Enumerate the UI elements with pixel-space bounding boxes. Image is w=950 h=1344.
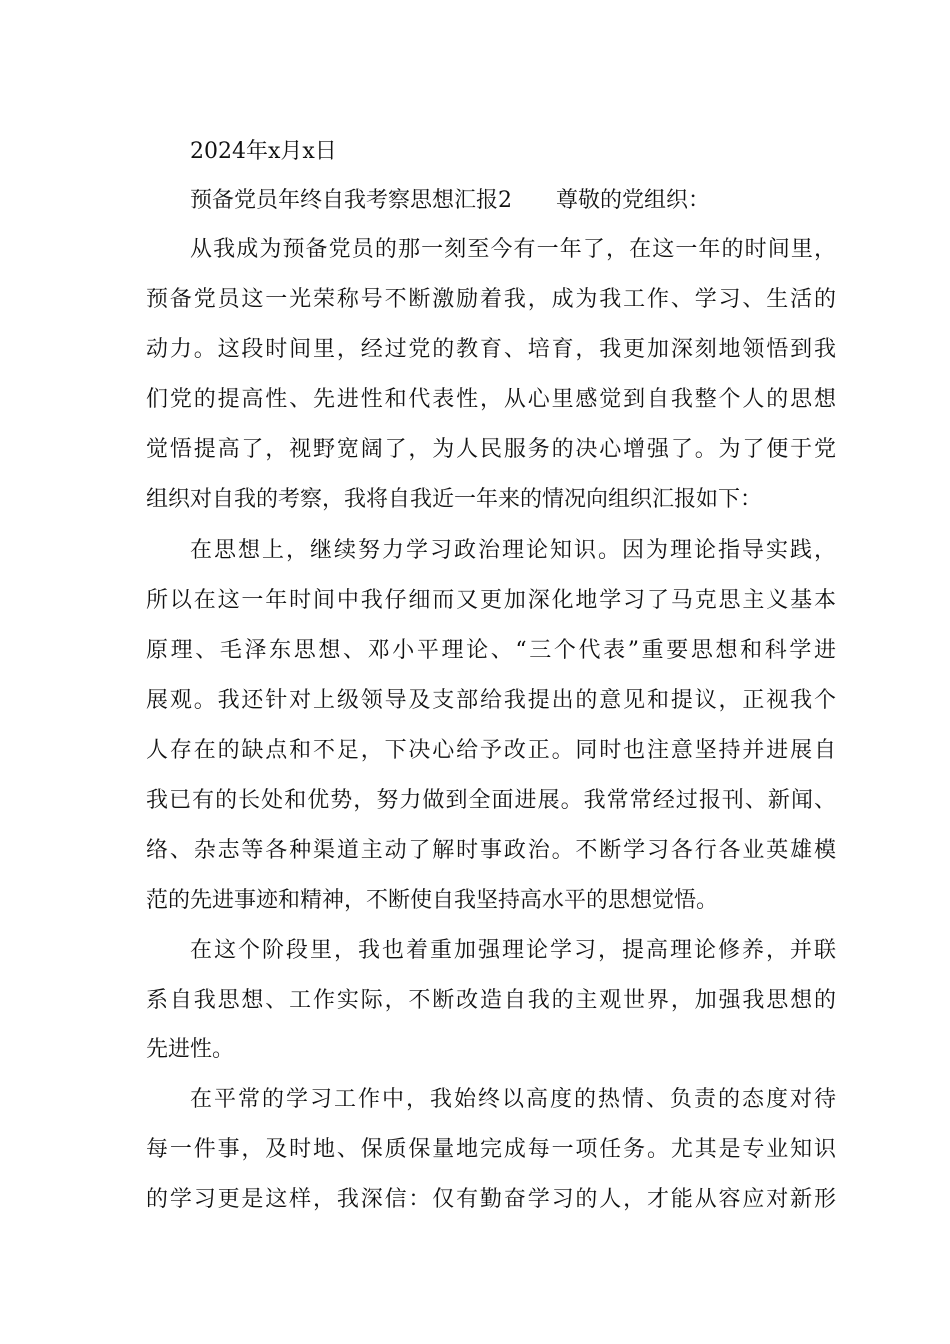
paragraph-line: 的学习更是这样，我深信：仅有勤奋学习的人，才能从容应对新形 (146, 1187, 836, 1212)
paragraph-line: 们党的提高性、先进性和代表性，从心里感觉到自我整个人的思想 (146, 387, 836, 412)
paragraph-line: 人存在的缺点和不足，下决心给予改正。同时也注意坚持并进展自 (146, 738, 836, 763)
paragraph-line: 动力。这段时间里，经过党的教育、培育，我更加深刻地领悟到我 (146, 337, 836, 362)
paragraph-line: 在思想上，继续努力学习政治理论知识。因为理论指导实践， (190, 538, 836, 563)
paragraph-line: 范的先进事迹和精神，不断使自我坚持高水平的思想觉悟。 (146, 888, 719, 913)
paragraph-line: 先进性。 (146, 1037, 235, 1062)
paragraph-line: 每一件事，及时地、保质保量地完成每一项任务。尤其是专业知识 (146, 1137, 836, 1162)
document-date: 2024年x月x日 (190, 139, 337, 164)
paragraph-line: 展观。我还针对上级领导及支部给我提出的意见和提议，正视我个 (146, 688, 836, 713)
paragraph-line: 从我成为预备党员的那一刻至今有一年了，在这一年的时间里， (190, 237, 836, 262)
paragraph-line: 所以在这一年时间中我仔细而又更加深化地学习了马克思主义基本 (146, 588, 836, 613)
paragraph-line: 组织对自我的考察，我将自我近一年来的情况向组织汇报如下： (146, 487, 763, 512)
paragraph-line: 系自我思想、工作实际，不断改造自我的主观世界，加强我思想的 (146, 988, 836, 1013)
paragraph-line: 在平常的学习工作中，我始终以高度的热情、负责的态度对待 (190, 1087, 836, 1112)
paragraph-line: 预备党员这一光荣称号不断激励着我，成为我工作、学习、生活的 (146, 287, 836, 312)
paragraph-line: 在这个阶段里，我也着重加强理论学习，提高理论修养，并联 (190, 938, 836, 963)
paragraph-line: 络、杂志等各种渠道主动了解时事政治。不断学习各行各业英雄模 (146, 838, 836, 863)
document-heading: 预备党员年终自我考察思想汇报2 尊敬的党组织： (190, 188, 710, 213)
paragraph-line: 我已有的长处和优势，努力做到全面进展。我常常经过报刊、新闻、 (146, 788, 836, 813)
paragraph-line: 原理、毛泽东思想、邓小平理论、“三个代表”重要思想和科学进 (146, 638, 836, 663)
paragraph-line: 觉悟提高了，视野宽阔了，为人民服务的决心增强了。为了便于党 (146, 437, 836, 462)
